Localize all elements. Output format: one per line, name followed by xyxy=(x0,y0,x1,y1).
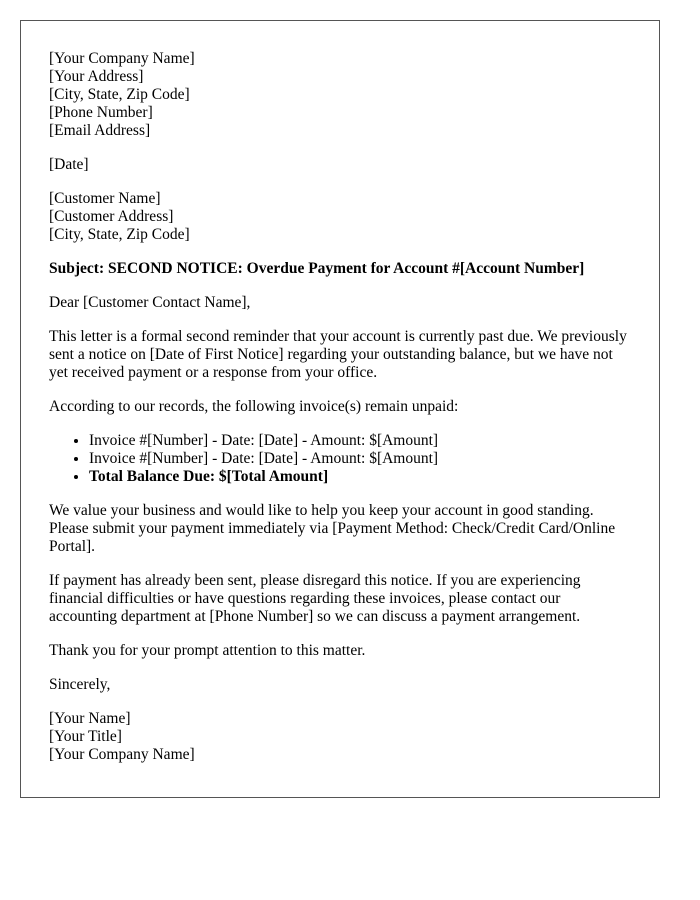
recipient-address-block xyxy=(49,190,631,244)
sender-city-state-zip: [City, State, Zip Code] xyxy=(49,86,190,103)
recipient-city-state-zip: [City, State, Zip Code] xyxy=(49,226,190,243)
body-paragraph-4: If payment has already been sent, please disregard this notice. If you are experiencing financial difficulties or have questions regarding these invoices, please contact our accounting department at [Phone Number] so we can discuss a payment arrangement. xyxy=(49,572,581,625)
invoice-item: • Invoice #[Number] - Date: [Date] - Amount: $[Amount] xyxy=(89,432,631,450)
letter-date xyxy=(49,156,631,174)
body-paragraph-2: According to our records, the following invoice(s) remain unpaid: xyxy=(49,398,459,415)
sender-phone: [Phone Number] xyxy=(49,104,153,121)
invoice-list xyxy=(49,432,631,486)
salutation: Dear [Customer Contact Name], xyxy=(49,294,251,311)
recipient-name: [Customer Name] xyxy=(49,190,161,207)
signature-block xyxy=(49,710,631,764)
closing: Sincerely, xyxy=(49,676,111,693)
total-balance-item: • Total Balance Due: $[Total Amount] xyxy=(89,468,631,486)
body-paragraph-1: This letter is a formal second reminder that your account is currently past due. We previously sent a notice on [Date of First Notice] regarding your outstanding balance, but we have not yet received payment or a response from your office. xyxy=(49,328,627,381)
signature-company: [Your Company Name] xyxy=(49,746,195,763)
date-text: [Date] xyxy=(49,156,89,173)
body-paragraph-3: We value your business and would like to help you keep your account in good standing. Please submit your payment immediately via [Payment Method: Check/Credit Card/Online Portal]. xyxy=(49,502,616,555)
letter-page xyxy=(20,20,660,798)
sender-company-name: [Your Company Name] xyxy=(49,50,195,67)
invoice-item: • Invoice #[Number] - Date: [Date] - Amount: $[Amount] xyxy=(89,450,631,468)
recipient-address: [Customer Address] xyxy=(49,208,174,225)
sender-email: [Email Address] xyxy=(49,122,151,139)
sender-address: [Your Address] xyxy=(49,68,144,85)
sender-address-block xyxy=(49,50,631,140)
signature-title: [Your Title] xyxy=(49,728,122,745)
body-paragraph-5: Thank you for your prompt attention to this matter. xyxy=(49,642,366,659)
letter-subject: Subject: SECOND NOTICE: Overdue Payment for Account #[Account Number] xyxy=(49,260,585,277)
signature-name: [Your Name] xyxy=(49,710,131,727)
